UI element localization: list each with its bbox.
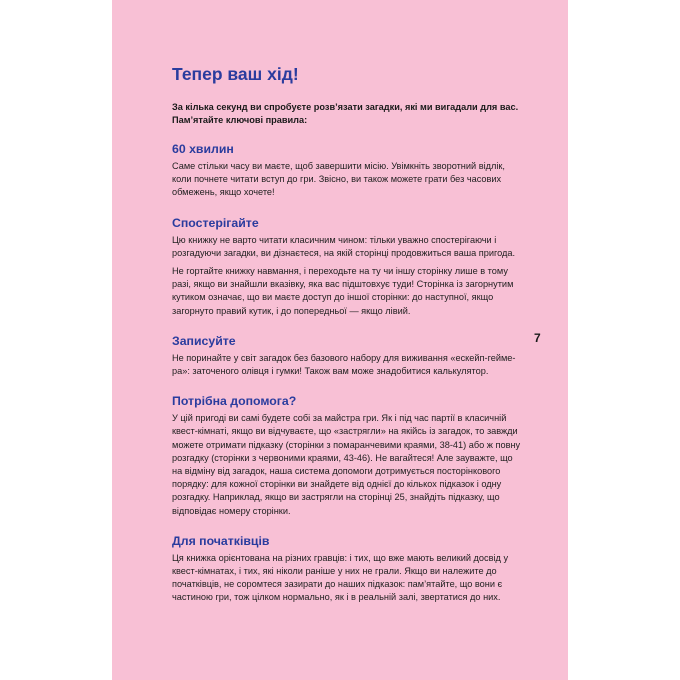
section-paragraph: Саме стільки часу ви маєте, щоб завершити місію. Увімкніть зворотний відлік, коли почнете читати вступ до гри. Звісно, ви також можете грати без часових обмежень, якщо хочете! — [172, 161, 505, 198]
section-need-help — [172, 394, 524, 518]
section-60-minutes — [172, 142, 524, 200]
section-heading: Для початківців — [172, 533, 270, 548]
section-heading: Спостерігайте — [172, 215, 259, 230]
section-paragraph: У цій пригоді ви самі будете собі за майстра гри. Як і під час партії в класичній квест-кімнаті, якщо ви відчуваєте, що «застрягли» на якійсь із загадок, то завжди можете отримати підказку (сторінки з помаранчевими краями, 38-41) або ж повну розгадку (сторінки з червоними краями, 43-46). Не вагайтеся! Але зауважте, що на відміну від загадок, наша система допомоги дотримується посторінкового порядку: для кожної сторінки ви знайдете від однієї до кількох підказок і одну розгадку. Наприклад, якщо ви застрягли на сторінці 25, знайдіть підказку, що відповідає номеру сторінки. — [172, 413, 521, 516]
section-heading: Потрібна допомога? — [172, 394, 297, 409]
section-heading: Записуйте — [172, 333, 236, 348]
book-page — [112, 0, 568, 680]
intro-text: За кілька секунд ви спробуєте розв’язати загадки, які ми вигадали для вас. Пам’ятайте ключові правила: — [172, 102, 519, 125]
section-paragraph: Цю книжку не варто читати класичним чином: тільки уважно спостерігаючи і розгадуючи загадки, ви дізнаєтеся, на якій сторінці продовжиться ваша пригода. — [172, 234, 516, 258]
section-write-down — [172, 334, 524, 378]
page-number: 7 — [534, 331, 541, 345]
page-title: Тепер ваш хід! — [172, 64, 299, 84]
section-paragraph: Не гортайте книжку навмання, і переходьте на ту чи іншу сторінку лише в тому разі, якщо ви знайшли вказівку, яка вас підштовхує туди! Сторінка із загорнутим кутиком означає, що ви маєте доступ до іншої сторінки: до наступної, якщо загорнуто правий кутик, і до попередньої — якщо лівий. — [172, 266, 514, 316]
section-paragraph: Ця книжка орієнтована на різних гравців: і тих, що вже мають великий досвід у квест-кімнатах, і тих, які ніколи раніше у них не грали. Якщо ви належите до початківців, не соромтеся зазирати до наших підказок: пам’ятайте, що вони є частиною гри, тож цілком нормально, як і в реальній залі, звертатися до них. — [172, 552, 509, 603]
section-paragraph: Не поринайте у світ загадок без базового набору для виживання «ескейп-геймера»: заточеного олівця і гумки! Також вам може знадобитися калькулятор. — [172, 352, 516, 377]
section-beginners — [172, 534, 524, 605]
section-observe — [172, 216, 524, 318]
section-heading: 60 хвилин — [172, 142, 234, 156]
page-content — [172, 64, 524, 621]
